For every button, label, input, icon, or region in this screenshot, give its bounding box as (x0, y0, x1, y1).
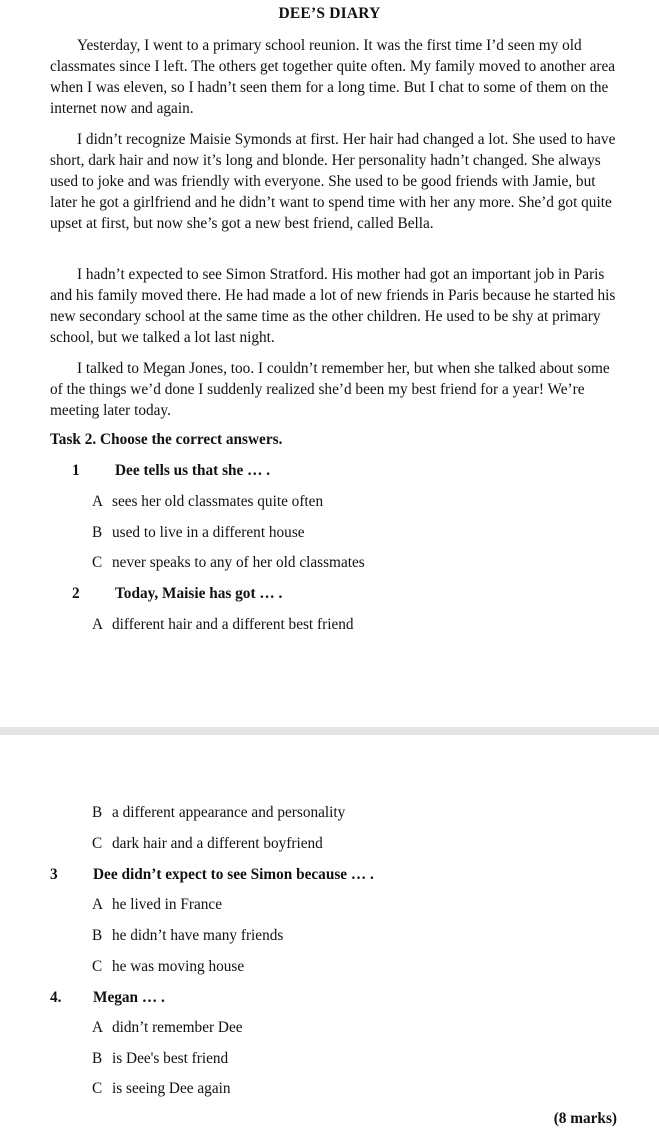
paragraph-text: I didn’t recognize Maisie Symonds at first. Her hair had changed a lot. She used to have short, dark hair and now it’s long and blonde. Her personality hadn’t changed. She always used to joke and was friendly with everyone. She used to be good friends with Jamie, but later he got a girlfriend and he didn’t want to spend time with her any more. She’d got quite upset at first, but now she’s got a new best friend, called Bella. (50, 131, 616, 232)
marks-total: (8 marks) (553, 1110, 617, 1127)
option-letter: A (92, 493, 104, 510)
question-number: 1 (72, 462, 80, 479)
option-1c (92, 554, 365, 572)
option-text: he lived in France (112, 896, 223, 913)
task-heading: Task 2. Choose the correct answers. (50, 431, 283, 448)
option-letter: B (92, 927, 103, 944)
diary-paragraph (50, 264, 620, 348)
option-3a (92, 896, 222, 914)
diary-paragraph (50, 129, 620, 234)
paragraph-text: I hadn’t expected to see Simon Stratford. His mother had got an important job in Paris and his family moved there. He had made a lot of new friends in Paris because he started his new secondary school at the same time as the other children. He used to be shy at primary school, but we talked a lot last night. (50, 266, 616, 346)
question-text: Dee didn’t expect to see Simon because … . (93, 866, 374, 883)
option-4c (92, 1080, 231, 1098)
option-letter: A (92, 896, 104, 913)
option-letter: B (92, 804, 103, 821)
option-text: is seeing Dee again (112, 1080, 231, 1097)
option-3c (92, 958, 244, 976)
option-2b (92, 804, 345, 822)
option-letter: C (92, 958, 103, 975)
option-letter: A (92, 1019, 104, 1036)
question-text: Dee tells us that she … . (115, 462, 271, 479)
question-4 (50, 989, 165, 1007)
option-text: he didn’t have many friends (112, 927, 284, 944)
paragraph-text: I talked to Megan Jones, too. I couldn’t remember her, but when she talked about some of the things we’d done I suddenly realized she’d been my best friend for a year! We’re meeting later today. (50, 360, 610, 419)
option-letter: B (92, 1050, 103, 1067)
option-text: a different appearance and personality (112, 804, 346, 821)
page-title: DEE’S DIARY (278, 5, 381, 22)
option-text: never speaks to any of her old classmates (112, 554, 365, 571)
question-number: 4. (50, 989, 62, 1006)
option-letter: A (92, 616, 104, 633)
diary-paragraph (50, 358, 620, 421)
option-text: dark hair and a different boyfriend (112, 835, 323, 852)
page-separator (0, 727, 659, 735)
option-4b (92, 1050, 228, 1068)
paragraph-text: Yesterday, I went to a primary school reunion. It was the first time I’d seen my old classmates since I left. The others get together quite often. My family moved to another area when I was eleven, so I hadn’t seen them for a long time. But I chat to some of them on the internet now and again. (50, 37, 616, 117)
question-number: 2 (72, 585, 80, 602)
question-text: Megan … . (93, 989, 165, 1006)
question-text: Today, Maisie has got … . (115, 585, 283, 602)
option-3b (92, 927, 283, 945)
option-4a (92, 1019, 243, 1037)
option-1b (92, 524, 305, 542)
option-letter: C (92, 1080, 103, 1097)
option-2c (92, 835, 323, 853)
option-text: different hair and a different best friend (112, 616, 354, 633)
diary-paragraph (50, 35, 620, 119)
option-letter: B (92, 524, 103, 541)
option-text: sees her old classmates quite often (112, 493, 324, 510)
option-letter: C (92, 554, 103, 571)
option-text: used to live in a different house (112, 524, 305, 541)
option-text: he was moving house (112, 958, 245, 975)
option-1a (92, 493, 323, 511)
question-3 (50, 866, 374, 884)
question-2 (72, 585, 282, 603)
option-text: is Dee's best friend (112, 1050, 229, 1067)
question-1 (72, 462, 270, 480)
option-2a (92, 616, 354, 634)
option-letter: C (92, 835, 103, 852)
question-number: 3 (50, 866, 58, 883)
option-text: didn’t remember Dee (112, 1019, 243, 1036)
